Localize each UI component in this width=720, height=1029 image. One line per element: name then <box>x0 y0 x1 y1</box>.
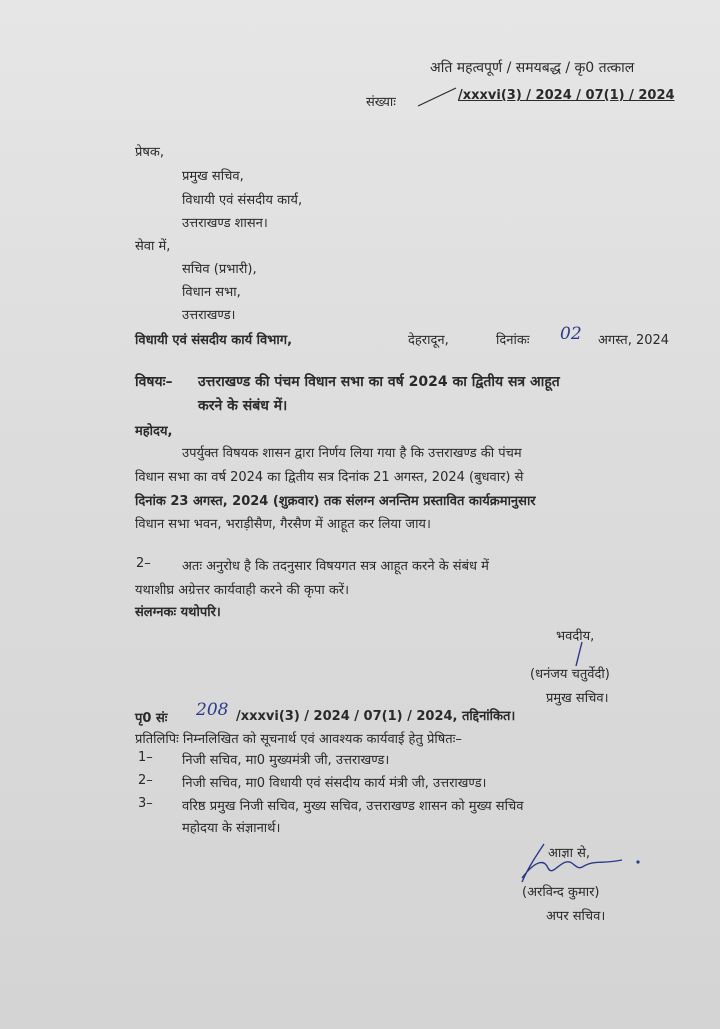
reference-handwritten: 208 <box>196 700 229 720</box>
copy-item-3-line-2: महोदया के संज्ञानार्थ। <box>182 821 281 836</box>
date-rest: अगस्त, 2024 <box>598 333 670 348</box>
copy-item-3-text: वरिष्ठ प्रमुख निजी सचिव, मुख्य सचिव, उत्तराखण्ड शासन को मुख्य सचिव <box>182 799 524 814</box>
date-label: दिनांकः <box>496 333 530 348</box>
number-label: संख्याः <box>366 95 396 110</box>
sender-label: प्रेषक, <box>135 145 165 160</box>
subject-line-2: करने के संबंध में। <box>198 398 288 414</box>
signatory-designation: प्रमुख सचिव। <box>546 691 609 706</box>
subject-label: विषयः– <box>135 374 173 390</box>
sender-line-1: प्रमुख सचिव, <box>182 169 244 184</box>
closing: भवदीय, <box>556 629 595 644</box>
recipient-label: सेवा में, <box>135 239 171 254</box>
para1-line-1: उपर्युक्त विषयक शासन द्वारा निर्णय लिया गया है कि उत्तराखण्ड की पंचम <box>182 446 522 461</box>
recipient-line-2: विधान सभा, <box>182 285 241 300</box>
sender-line-2: विधायी एवं संसदीय कार्य, <box>182 193 303 208</box>
department-name: विधायी एवं संसदीय कार्य विभाग, <box>135 333 293 348</box>
para2-line-2: यथाशीघ्र अग्रेत्तर कार्यवाही करने की कृपा करें। <box>135 583 350 598</box>
para1-line-2: विधान सभा का वर्ष 2024 का द्वितीय सत्र दिनांक 21 अगस्त, 2024 (बुधवार) से <box>135 470 524 485</box>
para1-line-4: विधान सभा भवन, भराड़ीसैण, गैरसैण में आहूत कर लिया जाय। <box>135 517 431 532</box>
copy-item-2-number: 2– <box>138 773 153 788</box>
recipient-line-3: उत्तराखण्ड। <box>182 308 236 323</box>
place: देहरादून, <box>408 333 449 348</box>
second-signatory-designation: अपर सचिव। <box>546 909 606 924</box>
subject-line-1: उत्तराखण्ड की पंचम विधान सभा का वर्ष 2024 का द्वितीय सत्र आहूत <box>198 374 560 390</box>
copy-item-1-text: निजी सचिव, मा0 मुख्यमंत्री जी, उत्तराखण्ड। <box>182 753 390 768</box>
copy-item-2-text: निजी सचिव, मा0 विधायी एवं संसदीय कार्य मंत्री जी, उत्तराखण्ड। <box>182 776 487 791</box>
copy-item-3-number: 3– <box>138 796 153 811</box>
salutation: महोदय, <box>135 424 173 439</box>
second-signature-mark <box>514 838 644 888</box>
second-signatory-name: (अरविन्द कुमार) <box>522 885 600 900</box>
recipient-line-1: सचिव (प्रभारी), <box>182 262 257 277</box>
reference-rest: /xxxvi(3) / 2024 / 07(1) / 2024, तद्दिनांकित। <box>236 709 516 724</box>
para1-line-3: दिनांक 23 अगस्त, 2024 (शुक्रवार) तक संलग्न अनन्तिम प्रस्तावित कार्यक्रमानुसार <box>135 494 536 509</box>
signatory-name: (धनंजय चतुर्वेदी) <box>530 667 610 682</box>
reference-label: पृ0 संः <box>135 711 168 726</box>
order-line: आज्ञा से, <box>548 846 591 861</box>
copy-intro: प्रतिलिपिः निम्नलिखित को सूचनार्थ एवं आवश्यक कार्यवाई हेतु प्रेषितः– <box>135 732 462 747</box>
letter-number: /xxxvi(3) / 2024 / 07(1) / 2024 <box>458 88 675 103</box>
para2-line-1: अतः अनुरोध है कि तदनुसार विषयगत सत्र आहूत करने के संबंध में <box>182 559 489 574</box>
sender-line-3: उत्तराखण्ड शासन। <box>182 216 268 231</box>
date-handwritten: 02 <box>560 324 582 344</box>
enclosure: संलग्नकः यथोपरि। <box>135 605 221 620</box>
copy-item-1-number: 1– <box>138 750 153 765</box>
para2-number: 2– <box>136 556 151 571</box>
priority-line: अति महत्वपूर्ण / समयबद्ध / कृ0 तत्काल <box>430 60 635 76</box>
